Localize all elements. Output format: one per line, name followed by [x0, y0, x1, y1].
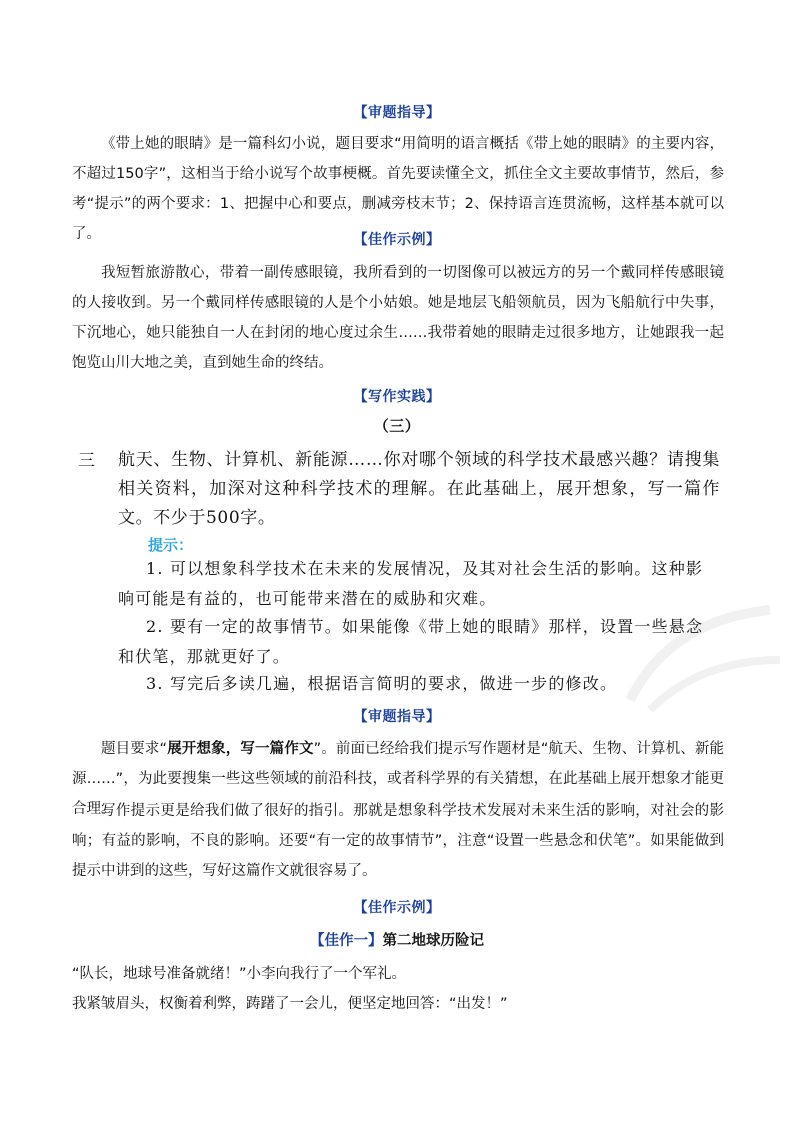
example-paragraph-1: 我短暂旅游散心，带着一副传感眼镜，我所看到的一切图像可以被远方的另一个戴同样传感眼镜的人接收到。另一个戴同样传感眼镜的人是个小姑娘。她是地层飞船领航员，因为飞船航行中失事，下沉地心，她只能独自一人在封闭的地心度过余生……我带着她的眼睛走过很多地方，让她跟我一起饱览山川大地之美，直到她生命的终结。	[72, 265, 724, 371]
tip-label: 提示：	[148, 536, 194, 554]
section-heading-example-1: 【佳作示例】	[353, 232, 441, 248]
watermark-graphic	[610, 600, 790, 720]
essay-title-text: 第二地球历险记	[382, 933, 484, 949]
review-guide-text-pre: 题目要求“	[101, 741, 168, 757]
section-heading-example-2: 【佳作示例】	[353, 900, 441, 916]
practice-subheading: （三）	[373, 417, 421, 435]
section-heading-review-guide-2: 【审题指导】	[353, 709, 441, 725]
question-number: 三	[78, 451, 95, 471]
essay-title	[0, 929, 794, 950]
review-guide-paragraph-1: 《带上她的眼睛》是一篇科幻小说，题目要求“用简明的语言概括《带上她的眼睛》的主要内容，不超过150字”，这相当于给小说写个故事梗概。首先要读懂全文，抓住全文主要故事情节，然后，参考“提示”的两个要求：1、把握中心和要点，删减旁枝末节；2、保持语言连贯流畅，这样基本就可以了。	[72, 136, 724, 242]
essay-line-1: “队长，地球号准备就绪！”小李向我行了一个军礼。	[72, 966, 407, 982]
review-guide-text-post: ”。前面已经给我们提示写作题材是“航天、生物、计算机、新能源……”，为此要搜集一些这些领域的前沿科技，或者科学界的有关猜想，在此基础上展开想象才能更合理。	[72, 741, 725, 817]
review-guide-paragraph-3: 写作提示更是给我们做了很好的指引。那就是想象科学技术发展对未来生活的影响，对社会的影响；有益的影响，不良的影响。还要“有一定的故事情节”，注意“设置一些悬念和伏笔”。如果能做到提示中讲到的这些，写好这篇作文就很容易了。	[72, 803, 724, 879]
tip-item-3: 3. 写完后多读几遍，根据语言简明的要求，做进一步的修改。	[146, 674, 618, 693]
essay-line-2: 我紧皱眉头，权衡着利弊，踌躇了一会儿，便坚定地回答：“出发！”	[72, 996, 508, 1012]
essay-title-tag: 【佳作一】	[310, 933, 383, 949]
section-heading-review-guide-1: 【审题指导】	[353, 105, 441, 121]
tip-item-1: 1. 可以想象科学技术在未来的发展情况，及其对社会生活的影响。这种影响可能是有益的，也可能带来潜在的威胁和灾难。	[118, 559, 704, 608]
tip-item-2: 2. 要有一定的故事情节。如果能像《带上她的眼睛》那样，设置一些悬念和伏笔，那就更好了。	[118, 617, 704, 666]
review-guide-bold-text: 展开想象，写一篇作文	[167, 741, 314, 757]
section-heading-practice: 【写作实践】	[353, 389, 441, 405]
question-text: 航天、生物、计算机、新能源……你对哪个领域的科学技术最感兴趣？请搜集相关资料，加深对这种科学技术的理解。在此基础上，展开想象，写一篇作文。不少于500字。	[118, 450, 720, 528]
